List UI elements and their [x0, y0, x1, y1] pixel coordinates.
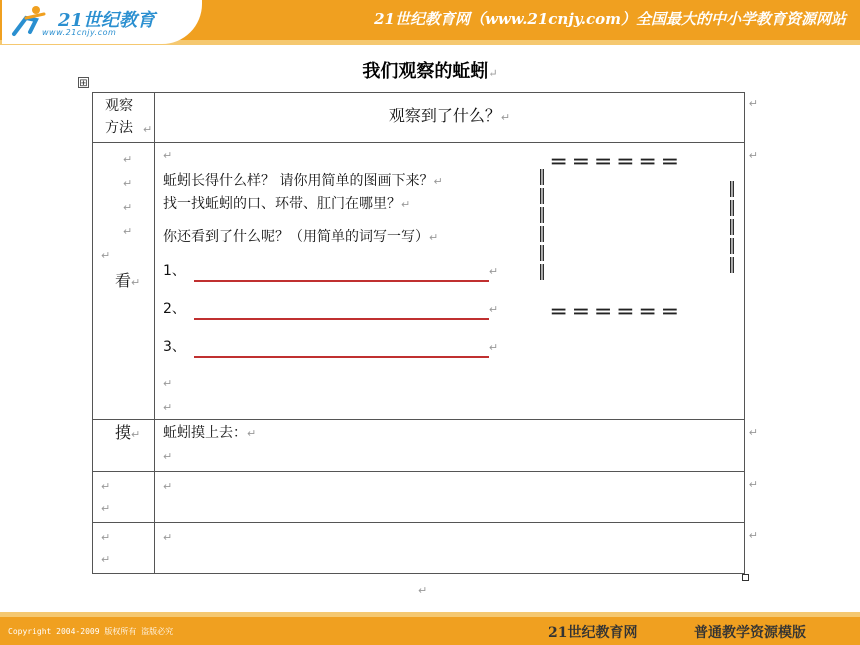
paragraph-mark: ↵ [488, 265, 499, 278]
paragraph-mark: ↵ [163, 450, 173, 463]
table-row-empty-1 [93, 472, 745, 523]
copyright-text: Copyright 2004-2009 版权所有 盗版必究 [8, 627, 174, 636]
row-end-mark: ↵ [748, 478, 758, 491]
table-row-empty-2 [93, 523, 745, 574]
paragraph-mark: ↵ [488, 341, 499, 354]
dash-border-left: ‖ ‖ ‖ ‖ ‖ ‖ [538, 166, 546, 280]
drawing-box[interactable] [538, 150, 736, 325]
logo-url: www.21cnjy.com [42, 28, 117, 37]
paragraph-mark: ↵ [131, 276, 141, 289]
row-end-mark: ↵ [748, 529, 758, 542]
paragraph-mark: ↵ [101, 480, 111, 493]
footer-tagline: 普通教学资源模版 [694, 625, 806, 641]
dash-border-top: ══════ [552, 150, 686, 175]
see-label: 看 [115, 271, 132, 290]
paragraph-mark: ↵ [123, 177, 133, 190]
table-header-row [93, 93, 745, 143]
paragraph-mark: ↵ [500, 111, 511, 124]
header-title: 21世纪教育网（www.21cnjy.com）全国最大的中小学教育资源网站 [374, 10, 846, 28]
touch-label: 摸 [115, 423, 132, 442]
paragraph-mark: ↵ [433, 175, 443, 188]
see-question-3: 你还看到了什么呢？（用简单的词写一写） [163, 229, 429, 245]
paragraph-mark: ↵ [163, 401, 173, 414]
paragraph-mark: ↵ [101, 531, 111, 544]
logo [2, 0, 202, 44]
header-cell-method[interactable] [93, 93, 155, 143]
method-header-label: 观察 方法 [105, 98, 133, 136]
see-label-cell[interactable] [93, 143, 155, 420]
blank-line-3[interactable] [163, 337, 498, 358]
blank-line-1[interactable] [163, 261, 498, 282]
paragraph-mark: ↵ [143, 123, 153, 136]
table-row-touch [93, 420, 745, 472]
empty-label-cell-1[interactable] [93, 472, 155, 523]
empty-content-cell-1[interactable] [155, 472, 758, 523]
touch-content-cell[interactable] [155, 420, 758, 472]
row-end-mark: ↵ [748, 149, 758, 162]
header-cell-observed[interactable] [155, 93, 758, 143]
blank-number-3: 3、 [163, 339, 186, 355]
paragraph-mark: ↵ [163, 377, 173, 390]
dash-border-right: ‖ ‖ ‖ ‖ ‖ [728, 178, 736, 273]
observed-header-label: 观察到了什么？ [388, 106, 501, 125]
blank-number-2: 2、 [163, 301, 186, 317]
paragraph-mark: ↵ [163, 531, 173, 544]
paragraph-mark: ↵ [123, 153, 133, 166]
paragraph-mark: ↵ [488, 67, 498, 80]
paragraph-mark: ↵ [401, 198, 411, 211]
paragraph-mark: ↵ [123, 225, 133, 238]
paragraph-mark: ↵ [101, 249, 111, 262]
document-title [0, 57, 860, 83]
blank-number-1: 1、 [163, 263, 186, 279]
dash-border-bottom: ══════ [552, 300, 686, 325]
blank-line-2[interactable] [163, 299, 498, 320]
paragraph-mark: ↵ [418, 584, 428, 597]
see-question-2: 找一找蚯蚓的口、环带、肛门在哪里？ [163, 196, 401, 212]
touch-prompt: 蚯蚓摸上去： [163, 425, 247, 441]
touch-label-cell[interactable] [93, 420, 155, 472]
paragraph-mark: ↵ [101, 553, 111, 566]
row-end-mark: ↵ [748, 426, 758, 439]
paragraph-mark: ↵ [163, 149, 173, 162]
paragraph-mark: ↵ [163, 480, 173, 493]
paragraph-mark: ↵ [123, 201, 133, 214]
table-resize-handle[interactable] [742, 574, 749, 581]
row-end-mark: ↵ [748, 97, 758, 110]
logo-text: 21世纪教育 [58, 10, 156, 31]
paragraph-mark: ↵ [247, 427, 257, 440]
blank-underline [194, 306, 489, 320]
footer-brand: 21世纪教育网 [548, 625, 638, 641]
paragraph-mark: ↵ [131, 428, 141, 441]
see-question-1: 蚯蚓长得什么样？ 请你用简单的图画下来？ [163, 173, 434, 189]
paragraph-mark: ↵ [429, 231, 439, 244]
paragraph-mark: ↵ [101, 502, 111, 515]
empty-label-cell-2[interactable] [93, 523, 155, 574]
table-move-handle-icon[interactable]: ⊞ [79, 78, 88, 89]
blank-underline [194, 344, 489, 358]
blank-underline [194, 268, 489, 282]
title-text: 我们观察的蚯蚓 [362, 61, 489, 82]
paragraph-mark: ↵ [488, 303, 499, 316]
empty-content-cell-2[interactable] [155, 523, 758, 574]
